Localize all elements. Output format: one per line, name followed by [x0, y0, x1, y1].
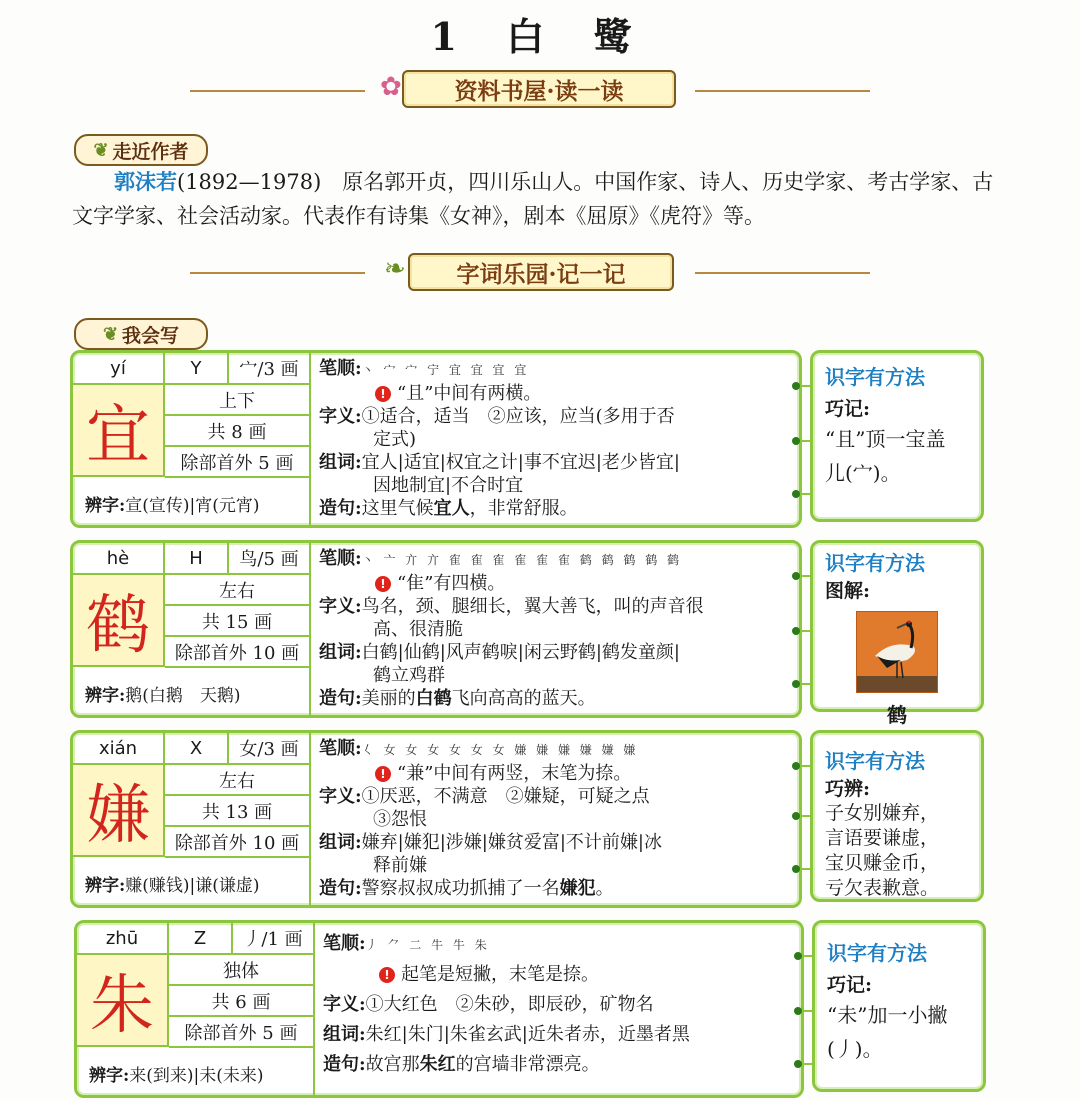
- stroke-order: 𡿨 女 女 女 女 女 女 嫌 嫌 嫌 嫌 嫌 嫌: [361, 743, 639, 757]
- divider-right-2: [695, 272, 870, 274]
- scroll-icon: ❦: [102, 323, 119, 345]
- structure: 左右: [165, 575, 309, 606]
- big-character: 嫌: [73, 765, 165, 857]
- stroke-extra: 除部首外 10 画: [165, 637, 309, 668]
- structure: 左右: [165, 765, 309, 796]
- warning-text: 起笔是短撇，末笔是捺。: [401, 964, 599, 985]
- leaf-icon: ❧: [384, 254, 406, 284]
- big-character: 宜: [73, 385, 165, 477]
- author-tag: ❦ 走近作者: [74, 134, 208, 166]
- stroke-total: 共 6 画: [169, 986, 313, 1017]
- stroke-extra: 除部首外 5 画: [165, 447, 309, 478]
- warning-text: “兼”中间有两竖，末笔为捺。: [397, 763, 632, 784]
- char-details: 笔顺:丶 宀 宀 宁 宜 宜 宜 宜 ! “且”中间有两横。 字义:①适合，适当 ②应该，应当(多用于否 定式) 组词:宜人|适宜|权宜之计|事不宜迟|老少皆宜| 因地制宜|不合时宜 造句:这里气候宜人，非常舒服。: [319, 358, 680, 519]
- pinyin: yí: [73, 353, 165, 383]
- pinyin: hè: [73, 543, 165, 573]
- char-details: 笔顺:丶 亠 亣 亣 隺 隺 隺 隺 隺 隺 鹤 鹤 鹤 鹤 鹤 ! “隹”有四横。 字义:鸟名，颈、腿细长，翼大善飞，叫的声音很 高、很清脆 组词:白鹤|仙鹤|风声鹤唳|闲云野鹤|鹤发童颜| 鹤立鸡群 造句:美丽的白鹤飞向高高的蓝天。: [319, 548, 704, 709]
- stroke-total: 共 15 画: [165, 606, 309, 637]
- page-title: 1 白 鹭: [430, 14, 650, 59]
- char-details: 笔顺:𡿨 女 女 女 女 女 女 嫌 嫌 嫌 嫌 嫌 嫌 ! “兼”中间有两竖，末笔为捺。 字义:①厌恶，不满意 ②嫌疑，可疑之点 ③怨恨 组词:嫌弃|嫌犯|涉嫌|嫌贫爱富|不计前嫌|冰 释前嫌 造句:警察叔叔成功抓捕了一名嫌犯。: [319, 738, 662, 899]
- capital-letter: H: [165, 543, 229, 573]
- author-name: 郭沫若: [114, 169, 177, 194]
- bianzi: 辨字: 赚(赚钱)|谦(谦虚): [85, 875, 260, 896]
- radical: 鸟/5 画: [239, 549, 299, 570]
- crane-caption: 鹤: [887, 703, 907, 727]
- warning-icon: !: [375, 766, 391, 782]
- radical: 丿/1 画: [243, 929, 303, 950]
- big-character: 鹤: [73, 575, 165, 667]
- method-box: 识字有方法 图解: 鹤: [810, 540, 984, 712]
- bianzi: 辨字: 宣(宣传)|宵(元宵): [85, 495, 260, 516]
- stroke-total: 共 8 画: [165, 416, 309, 447]
- stroke-order: 丶 亠 亣 亣 隺 隺 隺 隺 隺 隺 鹤 鹤 鹤 鹤 鹤: [361, 553, 683, 567]
- banner-words: 字词乐园·记一记: [408, 253, 674, 291]
- method-box: 识字有方法 巧记: “且”顶一宝盖 儿(宀)。: [810, 350, 984, 522]
- banner-reading: 资料书屋·读一读: [402, 70, 676, 108]
- char-card: [70, 540, 802, 718]
- crane-image: [856, 611, 938, 693]
- crane-icon: [857, 612, 937, 692]
- divider-left: [190, 90, 365, 92]
- stroke-order: 丶 宀 宀 宁 宜 宜 宜 宜: [361, 363, 530, 377]
- stroke-extra: 除部首外 10 画: [165, 827, 309, 858]
- warning-text: “隹”有四横。: [397, 573, 506, 594]
- method-box: 识字有方法 巧记: “未”加一小撇 (丿)。: [812, 920, 986, 1092]
- method-box: 识字有方法 巧辨: 子女别嫌弃， 言语要谦虚， 宝贝赚金币， 亏欠表歉意。: [810, 730, 984, 902]
- char-card: [70, 730, 802, 908]
- radical: 宀/3 画: [239, 359, 299, 380]
- blossom-icon: ✿: [380, 72, 402, 102]
- structure: 上下: [165, 385, 309, 416]
- divider-left-2: [190, 272, 365, 274]
- write-tag: ❦ 我会写: [74, 318, 208, 350]
- stroke-total: 共 13 画: [165, 796, 309, 827]
- pinyin: zhū: [77, 923, 169, 953]
- radical: 女/3 画: [239, 739, 299, 760]
- warning-text: “且”中间有两横。: [397, 383, 542, 404]
- bianzi: 辨字: 鹅(白鹅 天鹅): [85, 685, 241, 706]
- warning-icon: !: [379, 967, 395, 983]
- stroke-order: 丿 ⺈ 二 牛 牛 朱: [365, 938, 490, 952]
- capital-letter: Z: [169, 923, 233, 953]
- bianzi: 辨字: 来(到来)|未(未来): [89, 1065, 264, 1086]
- pinyin: xián: [73, 733, 165, 763]
- structure: 独体: [169, 955, 313, 986]
- capital-letter: X: [165, 733, 229, 763]
- char-details: 笔顺:丿 ⺈ 二 牛 牛 朱 ! 起笔是短撇，末笔是捺。 字义:①大红色 ②朱砂，即辰砂，矿物名 组词:朱红|朱门|朱雀玄武|近朱者赤，近墨者黑 造句:故宫那朱红的宫墙非常漂亮。: [323, 933, 690, 1075]
- divider-right: [695, 90, 870, 92]
- char-card: [74, 920, 804, 1098]
- big-character: 朱: [77, 955, 169, 1047]
- scroll-icon: ❦: [93, 139, 109, 161]
- warning-icon: !: [375, 576, 391, 592]
- capital-letter: Y: [165, 353, 229, 383]
- author-paragraph: 郭沫若(1892—1978) 原名郭开贞，四川乐山人。中国作家、诗人、历史学家、考古学家、古 文字学家、社会活动家。代表作有诗集《女神》，剧本《屈原》《虎符》等。: [72, 169, 994, 228]
- warning-icon: !: [375, 386, 391, 402]
- stroke-extra: 除部首外 5 画: [169, 1017, 313, 1048]
- char-card: [70, 350, 802, 528]
